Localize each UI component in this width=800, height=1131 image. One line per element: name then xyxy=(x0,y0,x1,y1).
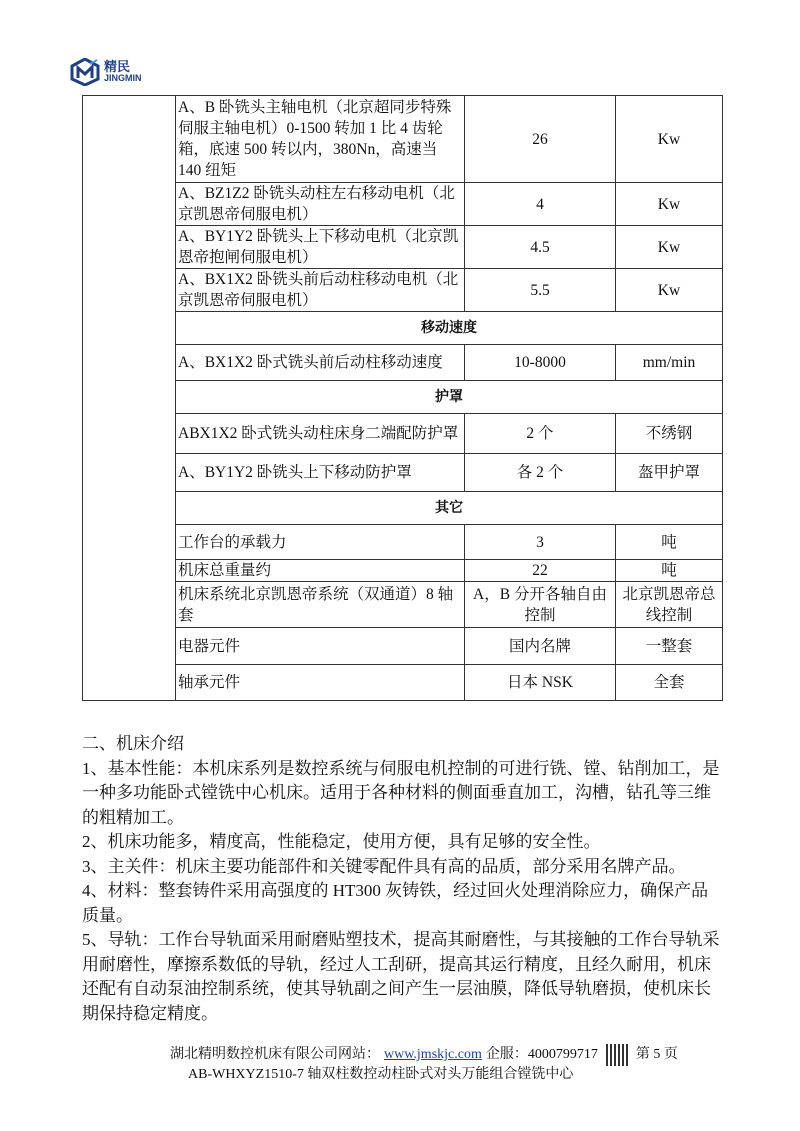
item-cell: ABX1X2 卧式铣头动柱床身二端配防护罩 xyxy=(176,414,465,454)
item-cell: A、BZ1Z2 卧铣头动柱左右移动电机（北京凯恩帝伺服电机） xyxy=(176,183,465,226)
unit-cell: Kw xyxy=(616,183,723,226)
item-cell: A、BY1Y2 卧铣头上下移动电机（北京凯恩帝抱闸伺服电机） xyxy=(176,226,465,269)
unit-cell: 吨 xyxy=(616,560,723,582)
value-cell: 5.5 xyxy=(465,269,616,312)
table-row xyxy=(83,582,723,628)
unit-cell: 全套 xyxy=(616,665,723,701)
table-row xyxy=(83,525,723,560)
footer-model: AB-WHXYZ1510-7 轴双柱数控动柱卧式对头万能组合镗铣中心 xyxy=(188,1067,574,1082)
item-cell: 电器元件 xyxy=(176,628,465,665)
unit-cell: Kw xyxy=(616,226,723,269)
unit-cell: mm/min xyxy=(616,345,723,381)
unit-cell: 不绣钢 xyxy=(616,414,723,454)
value-cell: 4 xyxy=(465,183,616,226)
logo-cn: 精民 xyxy=(104,60,131,75)
table-row xyxy=(83,183,723,226)
page-number: 第 5 页 xyxy=(635,1047,678,1062)
logo-en: JINGMIN xyxy=(104,73,142,83)
table-row xyxy=(83,269,723,312)
table-row xyxy=(83,560,723,582)
value-cell: 国内名牌 xyxy=(465,628,616,665)
page-footer xyxy=(170,1044,730,1084)
unit-cell: 一整套 xyxy=(616,628,723,665)
intro-paragraph: 3、主关件：机床主要功能部件和关键零配件具有高的品质，部分采用名牌产品。 xyxy=(82,856,686,876)
value-cell: 4.5 xyxy=(465,226,616,269)
intro-title: 二、机床介绍 xyxy=(82,734,184,753)
item-cell: A、BX1X2 卧式铣头前后动柱移动速度 xyxy=(176,345,465,381)
value-cell: 2 个 xyxy=(465,414,616,454)
intro-paragraph: 2、机床功能多，精度高，性能稳定，使用方便，具有足够的安全性。 xyxy=(82,832,601,851)
section-heading: 移动速度 xyxy=(176,312,723,345)
unit-cell: 盔甲护罩 xyxy=(616,454,723,492)
unit-cell: 吨 xyxy=(616,525,723,560)
table-row xyxy=(83,628,723,665)
item-cell: A、BX1X2 卧铣头前后动柱移动电机（北京凯恩帝伺服电机） xyxy=(176,269,465,312)
intro-section xyxy=(82,732,722,1026)
value-cell: 各 2 个 xyxy=(465,454,616,492)
table-section-row xyxy=(83,492,723,525)
item-cell: 机床总重量约 xyxy=(176,560,465,582)
item-cell: 工作台的承载力 xyxy=(176,525,465,560)
spec-table xyxy=(82,95,723,701)
item-cell: 机床系统北京凯恩帝系统（双通道）8 轴套 xyxy=(176,582,465,628)
qr-code-icon xyxy=(606,1044,628,1066)
table-section-row xyxy=(83,312,723,345)
intro-paragraph: 1、基本性能：本机床系列是数控系统与伺服电机控制的可进行铣、镗、钻削加工，是一种多功能卧式镗铣中心机床。适用于各种材料的侧面垂直加工，沟槽，钻孔等三维的粗精加工。 xyxy=(82,758,720,827)
value-cell: 3 xyxy=(465,525,616,560)
section-heading: 其它 xyxy=(176,492,723,525)
item-cell: 轴承元件 xyxy=(176,665,465,701)
unit-cell: Kw xyxy=(616,96,723,183)
intro-paragraph: 4、材料：整套铸件采用高强度的 HT300 灰铸铁，经过回火处理消除应力，确保产品质量。 xyxy=(82,881,709,925)
item-cell: A、BY1Y2 卧铣头上下移动防护罩 xyxy=(176,454,465,492)
jingmin-logo-icon xyxy=(70,58,100,86)
table-section-row xyxy=(83,381,723,414)
table-row xyxy=(83,414,723,454)
footer-service: 企服：4000799717 xyxy=(485,1047,598,1062)
website-link[interactable]: www.jmskjc.com xyxy=(384,1047,482,1062)
table-row xyxy=(83,454,723,492)
value-cell: A，B 分开各轴自由控制 xyxy=(465,582,616,628)
category-cell xyxy=(83,96,176,701)
table-row xyxy=(83,665,723,701)
value-cell: 26 xyxy=(465,96,616,183)
intro-paragraph: 5、导轨：工作台导轨面采用耐磨贴塑技术，提高其耐磨性，与其接触的工作台导轨采用耐磨性，摩擦系数低的导轨，经过人工刮研，提高其运行精度，且经久耐用，机床还配有自动泵油控制系统，使其导轨副之间产生一层油膜，降低导轨磨损，使机床长期保持稳定精度。 xyxy=(82,930,720,1023)
section-heading: 护罩 xyxy=(176,381,723,414)
value-cell: 22 xyxy=(465,560,616,582)
unit-cell: Kw xyxy=(616,269,723,312)
unit-cell: 北京凯恩帝总线控制 xyxy=(616,582,723,628)
item-cell: A、B 卧铣头主轴电机（北京超同步特殊伺服主轴电机）0-1500 转加 1 比 4 齿轮箱，底速 500 转以内，380Nn，高速当 140 纽矩 xyxy=(176,96,465,183)
value-cell: 10-8000 xyxy=(465,345,616,381)
company-logo xyxy=(70,58,142,86)
value-cell: 日本 NSK xyxy=(465,665,616,701)
table-row xyxy=(83,345,723,381)
table-row xyxy=(83,226,723,269)
table-row xyxy=(83,96,723,183)
footer-company: 湖北精明数控机床有限公司网站： xyxy=(170,1047,380,1062)
